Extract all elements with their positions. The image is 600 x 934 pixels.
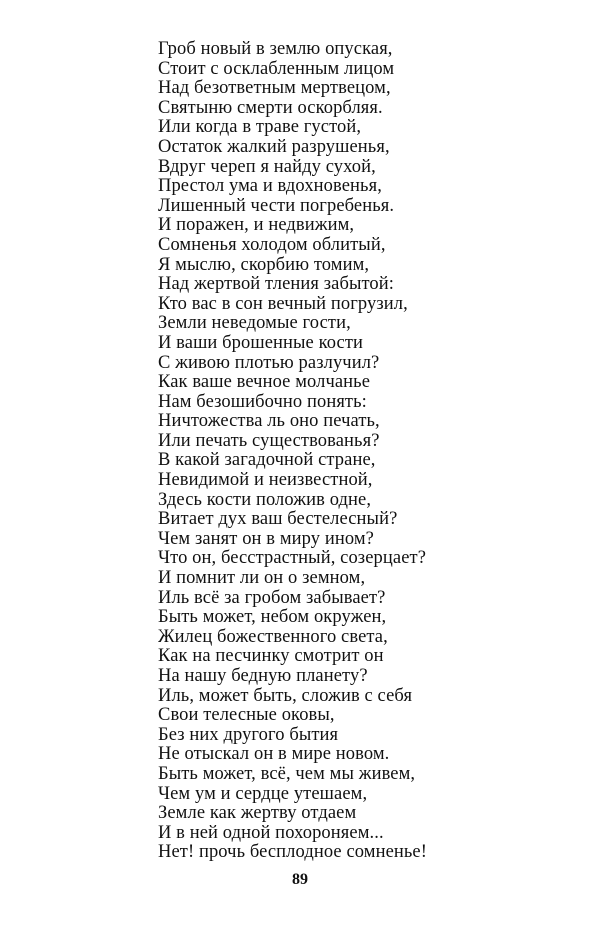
poem-line: Над жертвой тления забытой: [158,274,395,295]
poem-line: Или печать существованья? [158,430,380,451]
poem-line: Не отыскал он в мире новом. [158,744,390,765]
poem-line: Чем ум и сердце утешаем, [158,783,368,804]
poem-line: И ваши брошенные кости [158,332,364,353]
poem-line: Иль всё за гробом забывает? [158,587,386,608]
poem-line: Как ваше вечное молчанье [158,372,371,393]
poem-line: Быть может, небом окружен, [158,607,387,628]
poem-line: Как на песчинку смотрит он [158,646,384,667]
poem-line: Над безответным мертвецом, [158,78,391,99]
poem-line: В какой загадочной стране, [158,450,376,471]
poem-line: Что он, бесстрастный, созерцает? [158,548,426,569]
poem-line: Нам безошибочно понять: [158,391,367,412]
poem-line: Жилец божественного света, [158,626,388,647]
poem-line: Ничтожества ль оно печать, [158,411,380,432]
poem-line: Сомненья холодом облитый, [158,234,386,255]
poem-line: Лишенный чести погребенья. [158,195,395,216]
poem-line: Я мыслю, скорбию томим, [158,254,370,275]
poem-line: Святыню смерти оскорбляя. [158,97,383,118]
poem-line: Иль, может быть, сложив с себя [158,685,413,706]
poem-line: На нашу бедную планету? [158,666,368,686]
poem-line: Стоит с осклабленным лицом [158,58,395,79]
poem-line: Невидимой и неизвестной, [158,470,373,491]
poem-line: Остаток жалкий разрушенья, [158,136,390,157]
poem-line: Земли неведомые гости, [158,313,351,334]
poem-line: С живою плотью разлучил? [158,352,380,373]
poem-line: И в ней одной похороняем... [158,822,384,843]
poem-line: Или когда в траве густой, [158,117,362,138]
poem-line: Витает дух ваш бестелесный? [158,509,398,530]
poem-line: Вдруг череп я найду сухой, [158,156,376,177]
poem-line: Здесь кости положив одне, [158,489,372,510]
poem-line: Престол ума и вдохновенья, [158,176,382,197]
poem-line: Нет! прочь бесплодное сомненье! [158,842,427,863]
poem-line: Земле как жертву отдаем [158,803,357,824]
page-number: 89 [292,871,308,888]
poem-line: И поражен, и недвижим, [158,215,355,236]
poem-line: И помнит ли он о земном, [158,568,366,589]
poem-text [158,40,578,863]
poem-line: Кто вас в сон вечный погрузил, [158,293,408,314]
poem-line: Без них другого бытия [158,724,339,745]
poem-line: Гроб новый в землю опуская, [158,39,393,59]
poem-line: Чем занят он в миру ином? [158,528,374,549]
poem-line: Быть может, всё, чем мы живем, [158,763,416,784]
poem-line: Свои телесные оковы, [158,705,335,726]
